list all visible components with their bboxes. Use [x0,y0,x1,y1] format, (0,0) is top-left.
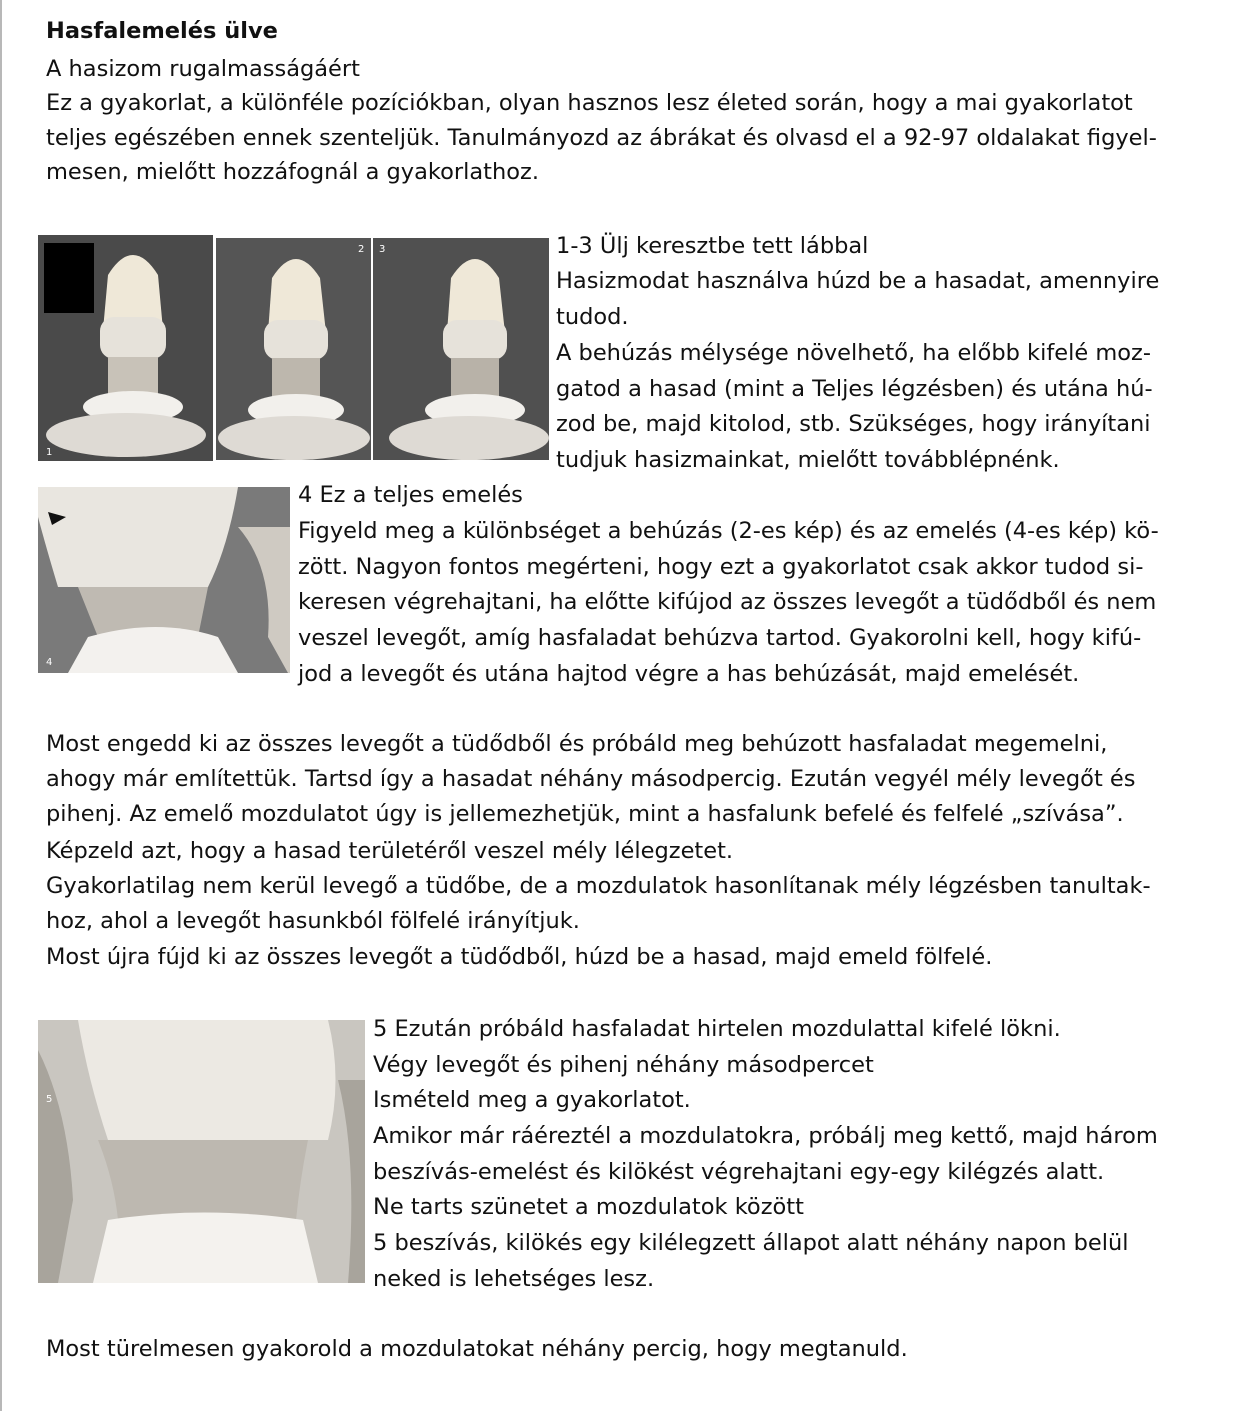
section2-line: Figyeld meg a különbséget a behúzás (2-es kép) és az emelés (4-es kép) kö- [298,518,1159,544]
photo-number-label: 5 [46,1094,53,1105]
section4-line: Ne tarts szünetet a mozdulatok között [373,1194,804,1220]
section4-line: Ismételd meg a gyakorlatot. [373,1087,691,1113]
section1-line: Hasizmodat használva húzd be a hasadat, amennyire [556,268,1160,294]
page-left-border [0,0,2,1411]
section2-line: veszel levegőt, amíg hasfaladat behúzva tartod. Gyakorolni kell, hogy kifú- [298,625,1142,651]
photo-number-label: 3 [379,244,386,255]
section3-line: Gyakorlatilag nem kerül levegő a tüdőbe, de a mozdulatok hasonlítanak mély légzésben tanultak- [46,873,1151,899]
closing-line: Most türelmesen gyakorold a mozdulatokat néhány percig, hogy megtanuld. [46,1336,908,1362]
intro-line: teljes egészében ennek szenteljük. Tanulmányozd az ábrákat és olvasd el a 92-97 oldalakat figyel- [46,125,1157,151]
section2-line: keresen végrehajtani, ha előtte kifújod az összes levegőt a tüdődből és nem [298,589,1157,615]
section2-line: jod a levegőt és utána hajtod végre a has behúzását, majd emelését. [298,661,1080,687]
page-subtitle: A hasizom rugalmasságáért [46,56,360,82]
seated-figure-illustration [38,235,213,461]
photo-number-label: 2 [358,244,365,255]
section2-line: 4 Ez a teljes emelés [298,482,523,508]
section1-line: 1-3 Ülj keresztbe tett lábbal [556,233,869,259]
exercise-photo-3 [373,238,549,460]
section3-line: pihenj. Az emelő mozdulatot úgy is jellemezhetjük, mint a hasfalunk befelé és felfelé „szívása”. [46,801,1124,827]
intro-line: Ez a gyakorlat, a különféle pozíciókban, olyan hasznos lesz életed során, hogy a mai gyakorlatot [46,90,1133,116]
page-title: Hasfalemelés ülve [46,18,278,44]
seated-figure-illustration [216,238,371,460]
section1-line: tudjuk hasizmainkat, mielőtt továbblépnénk. [556,447,1060,473]
section1-line: zod be, majd kitolod, stb. Szükséges, hogy irányítani [556,411,1151,437]
photo-number-label: 4 [46,657,53,668]
section4-line: 5 Ezután próbáld hasfaladat hirtelen mozdulattal kifelé lökni. [373,1016,1061,1042]
section3-line: Képzeld azt, hogy a hasad területéről veszel mély lélegzetet. [46,838,734,864]
section2-line: zött. Nagyon fontos megérteni, hogy ezt a gyakorlatot csak akkor tudod si- [298,554,1144,580]
section3-line: hoz, ahol a levegőt hasunkból fölfelé irányítjuk. [46,908,580,934]
section3-line: ahogy már említettük. Tartsd így a hasadat néhány másodpercig. Ezután vegyél mély levegőt és [46,766,1136,792]
exercise-photo-1 [38,235,213,461]
section3-line: Most engedd ki az összes levegőt a tüdődből és próbáld meg behúzott hasfaladat megemelni, [46,731,1108,757]
torso-illustration [38,487,290,673]
exercise-photo-2 [216,238,371,460]
exercise-photo-4 [38,487,290,673]
intro-line: mesen, mielőtt hozzáfognál a gyakorlathoz. [46,159,539,185]
seated-figure-illustration [373,238,549,460]
section4-line: beszívás-emelést és kilökést végrehajtani egy-egy kilégzés alatt. [373,1159,1105,1185]
section1-line: gatod a hasad (mint a Teljes légzésben) és utána hú- [556,376,1153,402]
section1-line: tudod. [556,304,629,330]
section4-line: Végy levegőt és pihenj néhány másodpercet [373,1052,874,1078]
section4-line: Amikor már ráéreztél a mozdulatokra, próbálj meg kettő, majd három [373,1123,1158,1149]
torso-illustration [38,1020,365,1283]
section4-line: 5 beszívás, kilökés egy kilélegzett állapot alatt néhány napon belül [373,1230,1129,1256]
section4-line: neked is lehetséges lesz. [373,1266,655,1292]
section3-line: Most újra fújd ki az összes levegőt a tüdődből, húzd be a hasad, majd emeld fölfelé. [46,944,993,970]
photo-number-label: 1 [46,447,53,458]
section1-line: A behúzás mélysége növelhető, ha előbb kifelé moz- [556,340,1151,366]
exercise-photo-5 [38,1020,365,1283]
